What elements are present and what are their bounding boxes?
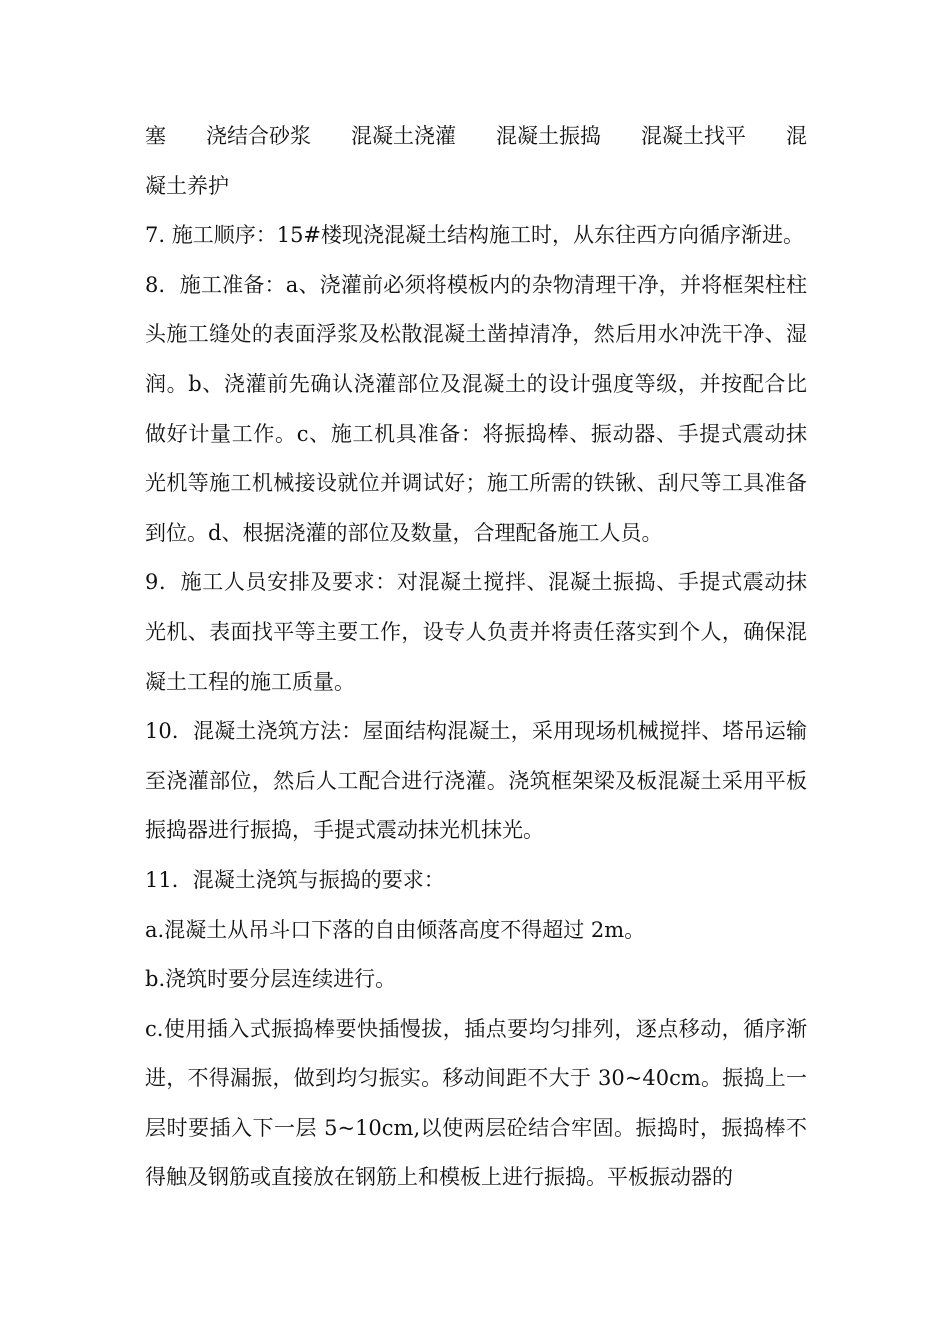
flow-step: 塞 [145,124,166,148]
flow-step: 混凝土浇灌 [351,124,456,148]
pouring-requirements-heading: 11．混凝土浇筑与振捣的要求： [145,867,445,892]
process-flow-continuation: 凝土养护 [145,173,229,198]
flow-step: 混 [786,124,807,148]
flow-step: 混凝土找平 [641,124,746,148]
requirement-c: c.使用插入式振捣棒要快插慢拔，插点要均匀排列，逐点移动，循序渐进，不得漏振，做到均匀振实。移动间距不大于 30~40cm。振捣上一层时要插入下一层 5~10cm,以使两层砼结合牢固。振捣时，振捣棒不得触及钢筋或直接放在钢筋上和模板上进行振捣。平板振动器的 [145,1016,807,1190]
flow-step: 浇结合砂浆 [206,124,311,148]
flow-step: 混凝土振捣 [496,124,601,148]
pouring-method-paragraph: 10．混凝土浇筑方法：屋面结构混凝土，采用现场机械搅拌、塔吊运输至浇灌部位，然后人工配合进行浇灌。浇筑框架梁及板混凝土采用平板振捣器进行振捣，手提式震动抹光机抹光。 [145,719,807,843]
construction-preparation-paragraph: 8．施工准备：a、浇灌前必须将模板内的杂物清理干净，并将框架柱柱头施工缝处的表面浮浆及松散混凝土凿掉清净，然后用水冲洗干净、湿润。b、浇灌前先确认浇灌部位及混凝土的设计强度等级，并按配合比做好计量工作。c、施工机具准备：将振捣棒、振动器、手提式震动抹光机等施工机械接设就位并调试好；施工所需的铁锹、刮尺等工具准备到位。d、根据浇灌的部位及数量，合理配备施工人员。 [145,272,807,545]
staffing-requirements-paragraph: 9．施工人员安排及要求：对混凝土搅拌、混凝土振捣、手提式震动抹光机、表面找平等主要工作，设专人负责并将责任落实到个人，确保混凝土工程的施工质量。 [145,570,807,694]
construction-sequence-paragraph: 7. 施工顺序：15#楼现浇混凝土结构施工时，从东往西方向循序渐进。 [145,223,805,248]
requirement-b: b.浇筑时要分层连续进行。 [145,967,397,992]
process-flow-line [145,112,807,162]
requirement-a: a.混凝土从吊斗口下落的自由倾落高度不得超过 2m。 [145,917,646,942]
document-body [145,112,807,1203]
